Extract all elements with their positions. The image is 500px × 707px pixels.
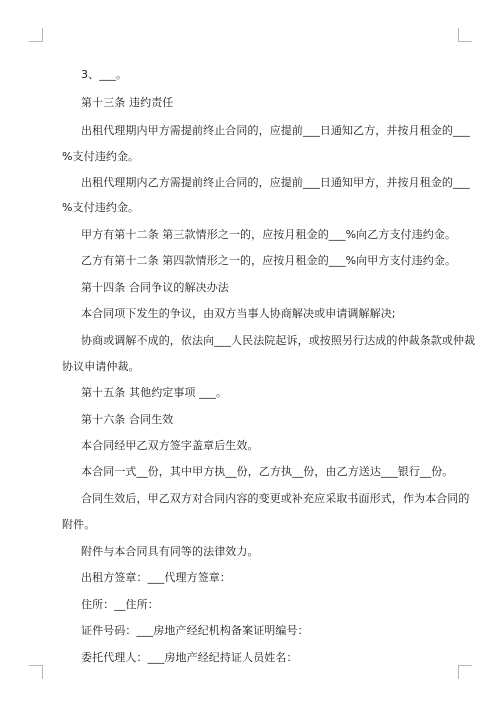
paragraph-line: %支付违约金。	[62, 201, 140, 214]
paragraph-line: 附件与本合同具有同等的法律效力。	[81, 545, 259, 558]
article-15-heading: 第十五条 其他约定事项 ___。	[81, 386, 228, 399]
signature-line: 证件号码：___房地产经纪机构备案证明编号：	[81, 624, 309, 637]
signature-line: 住所：__住所：	[81, 598, 159, 611]
list-item-3: 3、___。	[81, 68, 128, 81]
crop-mark-top-right	[458, 28, 472, 42]
paragraph-line: 本合同经甲乙双方签字盖章后生效。	[81, 439, 259, 452]
signature-line: 委托代理人：___房地产经纪持证人员姓名：	[81, 651, 298, 664]
article-16-heading: 第十六条 合同生效	[81, 413, 174, 426]
paragraph-line: 本合同一式__份，其中甲方执__份，乙方执__份，由乙方送达___银行__份。	[81, 465, 454, 478]
paragraph-line: 甲方有第十二条 第三款情形之一的，应按月租金的___%向乙方支付违约金。	[81, 228, 457, 241]
paragraph-line: 乙方有第十二条 第四款情形之一的，应按月租金的___%向甲方支付违约金。	[81, 254, 457, 267]
paragraph-line: 协议申请仲裁。	[62, 360, 140, 373]
paragraph-line: %支付违约金。	[62, 150, 140, 163]
article-13-heading: 第十三条 违约责任	[81, 96, 174, 109]
crop-mark-bottom-right	[458, 665, 472, 679]
paragraph-line: 出租代理期内甲方需提前终止合同的，应提前___日通知乙方，并按月租金的___	[81, 124, 470, 137]
paragraph-line: 附件。	[62, 518, 96, 531]
crop-mark-top-left	[29, 28, 43, 42]
article-14-heading: 第十四条 合同争议的解决办法	[81, 281, 229, 294]
paragraph-line: 出租代理期内乙方需提前终止合同的，应提前___日通知甲方，并按月租金的___	[81, 176, 470, 189]
crop-mark-bottom-left	[29, 665, 43, 679]
paragraph-line: 本合同项下发生的争议，由双方当事人协商解决或申请调解解决;	[81, 307, 396, 320]
paragraph-line: 合同生效后，甲乙双方对合同内容的变更或补充应采取书面形式，作为本合同的	[81, 492, 470, 505]
signature-line: 出租方签章：___代理方签章：	[81, 571, 231, 584]
paragraph-line: 协商或调解不成的，依法向___人民法院起诉，或按照另行达成的仲裁条款或仲裁	[81, 334, 476, 347]
